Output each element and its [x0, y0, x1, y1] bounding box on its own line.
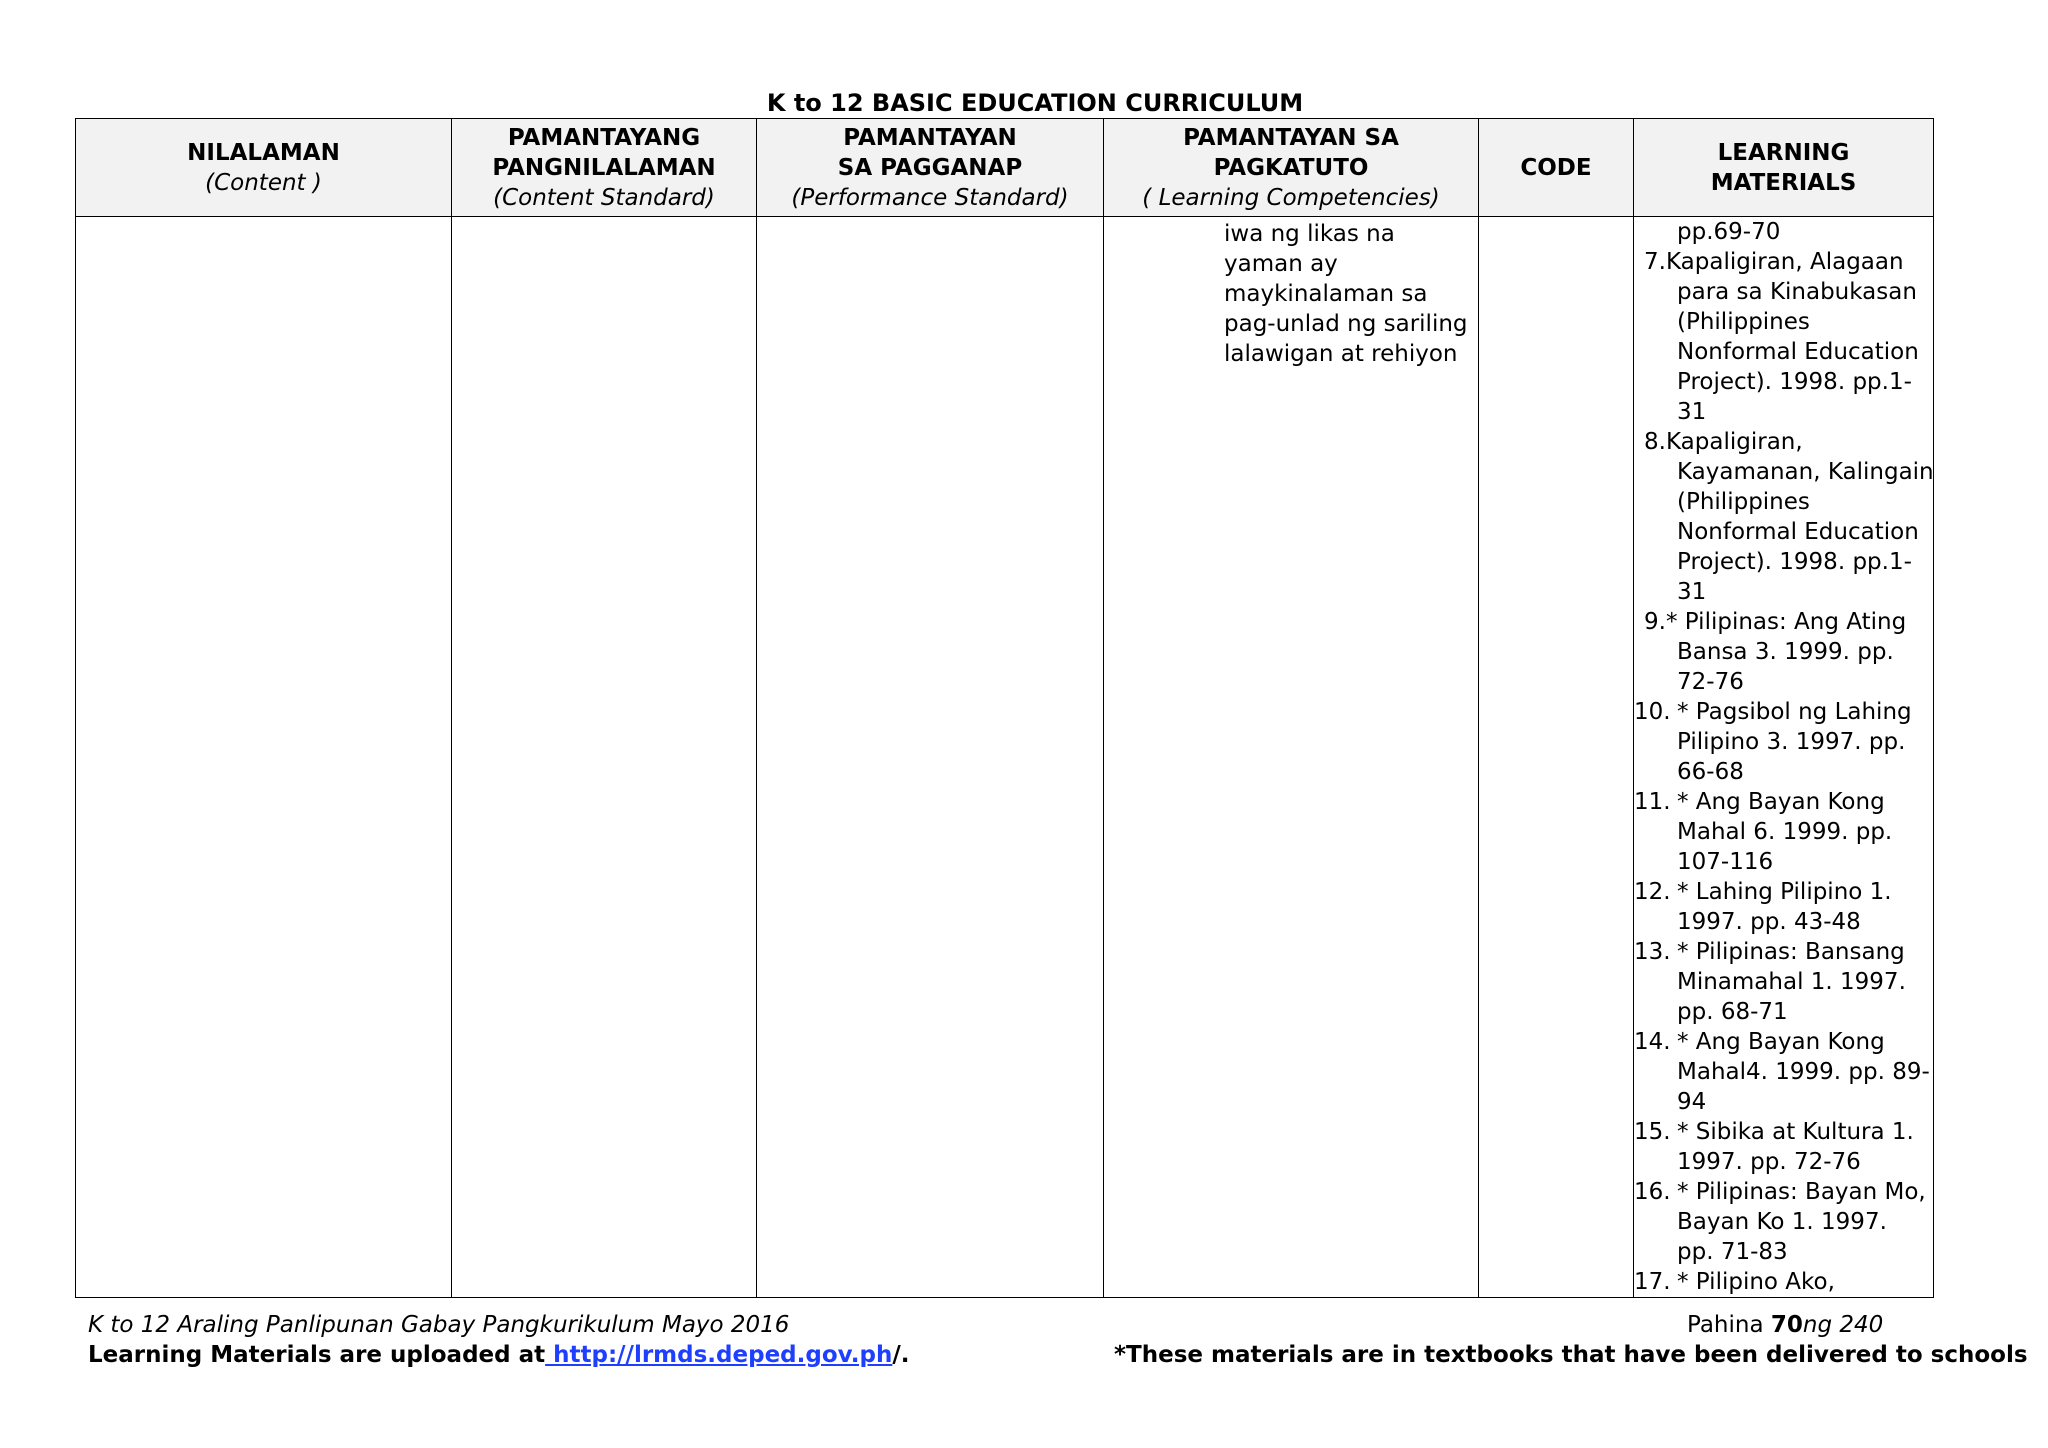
- material-number: 9.: [1644, 609, 1666, 635]
- material-line: 31: [1677, 399, 1707, 425]
- material-line: Kapaligiran,: [1666, 429, 1803, 455]
- footer-page-number: [1687, 1310, 1883, 1340]
- code-cell: [1479, 217, 1634, 1298]
- header-code-title: CODE: [1520, 154, 1592, 181]
- material-line: 31: [1677, 579, 1707, 605]
- content-row: [76, 217, 1934, 1298]
- material-line: * Ang Bayan Kong: [1677, 1029, 1885, 1055]
- material-line: (Philippines: [1677, 309, 1810, 335]
- learning-competencies-cell: [1104, 217, 1479, 1298]
- header-performance-standard: [757, 119, 1104, 217]
- content-cell: [76, 217, 452, 1298]
- material-number: 13.: [1634, 939, 1671, 965]
- material-item: [1634, 1117, 1933, 1177]
- material-line: * Ang Bayan Kong: [1677, 789, 1885, 815]
- material-line: Mahal 6. 1999. pp.: [1677, 819, 1893, 845]
- header-learning-materials-title: LEARNING MATERIALS: [1710, 139, 1857, 196]
- material-item: [1634, 697, 1933, 787]
- material-line: Nonformal Education: [1677, 519, 1919, 545]
- page-suffix: ng 240: [1802, 1312, 1884, 1338]
- material-line: 1997. pp. 43-48: [1677, 909, 1861, 935]
- material-line: Project). 1998. pp.1-: [1677, 549, 1912, 575]
- competency-line: pag-unlad ng sariling: [1224, 311, 1468, 337]
- material-line: pp. 71-83: [1677, 1239, 1788, 1265]
- material-line: Kapaligiran, Alagaan: [1666, 249, 1904, 275]
- material-line: 66-68: [1677, 759, 1744, 785]
- material-line: Nonformal Education: [1677, 339, 1919, 365]
- material-line: Kayamanan, Kalingain: [1677, 459, 1934, 485]
- material-item: [1634, 1177, 1933, 1267]
- material-line: 1997. pp. 72-76: [1677, 1149, 1861, 1175]
- header-content-standard-subtitle: (Content Standard): [493, 184, 715, 211]
- material-line: pp. 68-71: [1677, 999, 1788, 1025]
- header-content: [76, 119, 452, 217]
- header-learning-competencies-subtitle: ( Learning Competencies): [1142, 184, 1440, 211]
- footer-upload-line: [88, 1340, 909, 1370]
- material-line: * Pilipinas: Ang Ating: [1666, 609, 1907, 635]
- header-performance-standard-title: PAMANTAYAN SA PAGGANAP: [837, 124, 1023, 181]
- material-item: [1634, 1267, 1933, 1297]
- header-content-standard: [452, 119, 757, 217]
- upload-text: Learning Materials are uploaded at: [88, 1342, 546, 1368]
- curriculum-table: [75, 118, 1934, 1298]
- material-number: 7.: [1644, 249, 1666, 275]
- material-line: 94: [1677, 1089, 1707, 1115]
- competency-line: lalawigan at rehiyon: [1224, 341, 1458, 367]
- material-line: * Pagsibol ng Lahing: [1677, 699, 1912, 725]
- material-item: [1634, 877, 1933, 937]
- competency-line: iwa ng likas na: [1224, 221, 1395, 247]
- lrmds-link[interactable]: http://lrmds.deped.gov.ph: [545, 1342, 893, 1368]
- material-item: [1634, 937, 1933, 1027]
- material-line: Project). 1998. pp.1-: [1677, 369, 1912, 395]
- learning-materials-cell: [1634, 217, 1934, 1298]
- header-row: [76, 119, 1934, 217]
- page-prefix: Pahina: [1687, 1312, 1771, 1338]
- material-number: 17.: [1634, 1269, 1671, 1295]
- material-number: 8.: [1644, 429, 1666, 455]
- header-performance-standard-subtitle: (Performance Standard): [791, 184, 1069, 211]
- materials-list: [1634, 217, 1933, 1297]
- material-line: (Philippines: [1677, 489, 1810, 515]
- competency-line: yaman ay: [1224, 251, 1338, 277]
- material-number: 10.: [1634, 699, 1671, 725]
- material-line: pp.69-70: [1677, 219, 1781, 245]
- material-line: 107-116: [1677, 849, 1774, 875]
- content-standard-cell: [452, 217, 757, 1298]
- material-item: [1634, 787, 1933, 877]
- header-learning-materials: [1634, 119, 1934, 217]
- material-number: 16.: [1634, 1179, 1671, 1205]
- material-line: * Lahing Pilipino 1.: [1677, 879, 1892, 905]
- header-learning-competencies-title: PAMANTAYAN SA PAGKATUTO: [1183, 124, 1399, 181]
- performance-standard-cell: [757, 217, 1104, 1298]
- material-line: para sa Kinabukasan: [1677, 279, 1917, 305]
- material-item: [1634, 607, 1933, 697]
- url-suffix: /.: [892, 1342, 910, 1368]
- header-learning-competencies: [1104, 119, 1479, 217]
- material-line: * Pilipinas: Bansang: [1677, 939, 1905, 965]
- header-content-title: NILALAMAN: [187, 139, 340, 166]
- material-number: 15.: [1634, 1119, 1671, 1145]
- competency-line: maykinalaman sa: [1224, 281, 1428, 307]
- material-number: 11.: [1634, 789, 1671, 815]
- material-line: Minamahal 1. 1997.: [1677, 969, 1906, 995]
- footer-guide-title: K to 12 Araling Panlipunan Gabay Pangkurikulum Mayo 2016: [88, 1312, 790, 1338]
- header-content-subtitle: (Content ): [205, 169, 322, 196]
- material-line: * Sibika at Kultura 1.: [1677, 1119, 1914, 1145]
- header-content-standard-title: PAMANTAYANG PANGNILALAMAN: [492, 124, 716, 181]
- material-line: Bansa 3. 1999. pp.: [1677, 639, 1894, 665]
- document-title: K to 12 BASIC EDUCATION CURRICULUM: [766, 89, 1304, 117]
- page-number: 70: [1770, 1312, 1803, 1338]
- material-number: 12.: [1634, 879, 1671, 905]
- material-line: Pilipino 3. 1997. pp.: [1677, 729, 1906, 755]
- material-line: 72-76: [1677, 669, 1744, 695]
- material-line: Bayan Ko 1. 1997.: [1677, 1209, 1887, 1235]
- material-item: [1634, 217, 1933, 247]
- material-line: * Pilipinas: Bayan Mo,: [1677, 1179, 1926, 1205]
- material-line: * Pilipino Ako,: [1677, 1269, 1835, 1295]
- material-item: [1634, 427, 1933, 607]
- material-item: [1634, 1027, 1933, 1117]
- material-item: [1634, 247, 1933, 427]
- header-code: [1479, 119, 1634, 217]
- footer-textbook-note: *These materials are in textbooks that have been delivered to schools: [1114, 1342, 2028, 1368]
- material-line: Mahal4. 1999. pp. 89-: [1677, 1059, 1930, 1085]
- material-number: 14.: [1634, 1029, 1671, 1055]
